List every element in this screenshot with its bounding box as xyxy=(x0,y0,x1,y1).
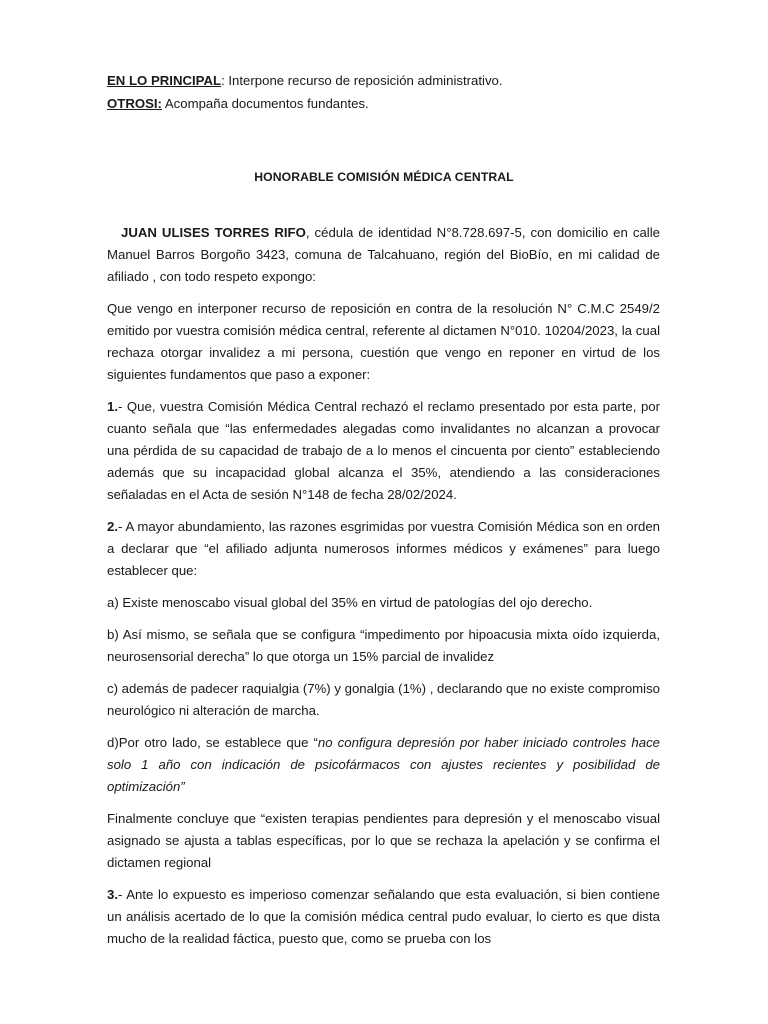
paragraph-item-d xyxy=(107,732,660,798)
paragraph-item-a: a) Existe menoscabo visual global del 35% en virtud de patologías del ojo derecho. xyxy=(107,595,593,610)
principal-label: EN LO PRINCIPAL xyxy=(107,73,222,88)
paragraph-intro xyxy=(107,222,660,288)
point-number: 2. xyxy=(107,519,118,534)
paragraph-point-3 xyxy=(107,884,660,950)
point-number: 1. xyxy=(107,399,118,414)
document-title: HONORABLE COMISIÓN MÉDICA CENTRAL xyxy=(254,170,514,184)
otrosi-label: OTROSI: xyxy=(107,96,162,111)
paragraph-point-1 xyxy=(107,396,660,506)
item-d-quote: no configura depresión por haber iniciado controles hace solo 1 año con indicación de psicofármacos con ajustes recientes y posibilidad de optimización” xyxy=(107,735,661,794)
otrosi-text: Acompaña documentos fundantes. xyxy=(161,96,369,111)
principal-line xyxy=(107,74,503,87)
item-d-text: d)Por otro lado, se establece que “ xyxy=(107,735,318,750)
paragraph-conclusion: Finalmente concluye que “existen terapias pendientes para depresión y el menoscabo visual asignado se ajusta a tablas específicas, por lo que se rechaza la apelación y se confirma el dictamen regional xyxy=(107,811,660,870)
paragraph-resolution: Que vengo en interponer recurso de reposición en contra de la resolución N° C.M.C 2549/2 emitido por vuestra comisión médica central, referente al dictamen N°010. 10204/2023, la cual rechaza otorgar invalidez a mi persona, cuestión que vengo en reponer en virtud de los siguientes fundamentos que paso a exponer: xyxy=(107,301,660,382)
point-text: - Que, vuestra Comisión Médica Central rechazó el reclamo presentado por esta parte, por cuanto señala que “las enfermedades alegadas como invalidantes no alcanzan a provocar una pérdida de su capacidad de trabajo de a lo menos el cincuenta por ciento” estableciendo además que su incapacidad global alcanza el 35%, atendiendo a las consideraciones señaladas en el Acta de sesión N°148 de fecha 28/02/2024. xyxy=(107,399,660,502)
document-body xyxy=(107,222,660,960)
otrosi-line xyxy=(107,97,369,110)
appellant-name: JUAN ULISES TORRES RIFO xyxy=(121,225,306,240)
paragraph-point-2 xyxy=(107,516,660,582)
point-number: 3. xyxy=(107,887,118,902)
point-text: - A mayor abundamiento, las razones esgrimidas por vuestra Comisión Médica son en orden a declarar que “el afiliado adjunta numerosos informes médicos y exámenes” para luego establecer que: xyxy=(107,519,660,578)
point-text: - Ante lo expuesto es imperioso comenzar señalando que esta evaluación, si bien contiene un análisis acertado de lo que la comisión médica central pudo evaluar, lo cierto es que dista mucho de la realidad fáctica, puesto que, como se prueba con los xyxy=(107,887,660,946)
principal-text: : Interpone recurso de reposición administrativo. xyxy=(221,73,503,88)
intro-text: , cédula de identidad N°8.728.697-5, con domicilio en calle Manuel Barros Borgoño 3423, comuna de Talcahuano, región del BioBío, en mi calidad de afiliado , con todo respeto expongo: xyxy=(107,225,660,284)
paragraph-item-b: b) Así mismo, se señala que se configura “impedimento por hipoacusia mixta oído izquierda, neurosensorial derecha” lo que otorga un 15% parcial de invalidez xyxy=(107,627,660,664)
paragraph-item-c: c) además de padecer raquialgia (7%) y gonalgia (1%) , declarando que no existe compromiso neurológico ni alteración de marcha. xyxy=(107,681,660,718)
